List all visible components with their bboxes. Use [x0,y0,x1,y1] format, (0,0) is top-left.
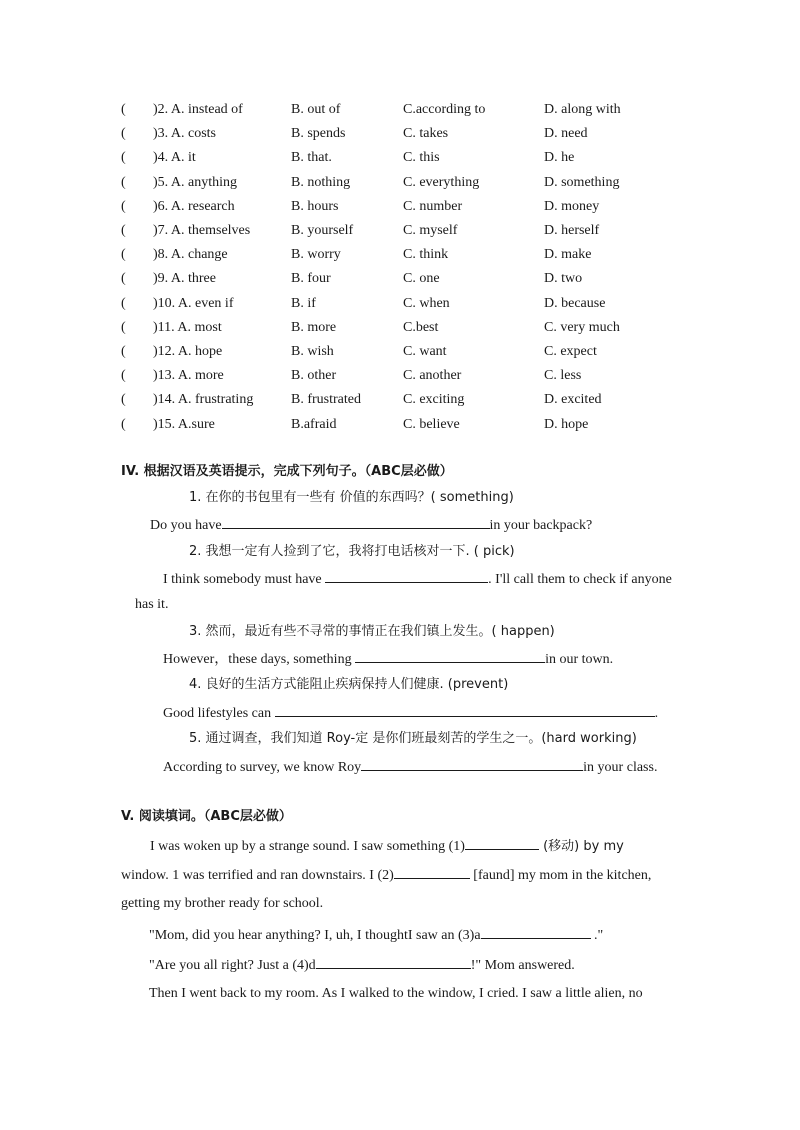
option-a: )7. A. themselves [153,223,251,238]
answer-blank-5[interactable] [361,756,583,771]
s4-sentence-3: However，these days, something in our town. [163,648,613,670]
option-d: D. hope [544,417,589,432]
question-row [0,100,800,120]
answer-paren[interactable]: ( [121,126,126,141]
answer-paren[interactable]: ( [121,247,126,262]
s4-prompt-5: 5. 通过调查，我们知道 Roy-定 是你们班最刻苦的学生之一。(hard working) [189,731,637,746]
answer-blank-2[interactable] [325,568,488,583]
answer-blank-1[interactable] [222,514,490,529]
option-b: B. out of [291,102,341,117]
option-c: C. takes [403,126,449,141]
word-blank-1[interactable] [465,835,539,850]
answer-paren[interactable]: ( [121,102,126,117]
option-c: C. one [403,271,440,286]
s4-sentence-5: According to survey, we know Roy in your class. [163,756,657,778]
option-c: C. think [403,247,449,262]
word-blank-3[interactable] [481,924,591,939]
option-a: )14. A. frustrating [153,392,254,407]
option-b: B. that. [291,150,332,165]
option-a: )2. A. instead of [153,102,243,117]
option-b: B. if [291,296,316,311]
question-row [0,390,800,410]
question-row [0,148,800,168]
question-row [0,197,800,217]
s5-paragraph-3: "Are you all right? Just a (4)d !" Mom answered. [149,954,575,976]
option-a: )13. A. more [153,368,224,383]
answer-paren[interactable]: ( [121,344,126,359]
s5-paragraph-1-line-1: I was woken up by a strange sound. I saw something (1) (移动) by my [150,835,624,857]
option-d: D. something [544,175,620,190]
question-row [0,221,800,241]
option-c: C. myself [403,223,458,238]
option-a: )15. A.sure [153,417,215,432]
option-b: B. four [291,271,331,286]
answer-paren[interactable]: ( [121,320,126,335]
s4-prompt-3: 3. 然而，最近有些不寻常的事情正在我们镇上发生。( happen) [189,624,555,639]
option-a: )9. A. three [153,271,216,286]
answer-paren[interactable]: ( [121,417,126,432]
option-d: D. need [544,126,588,141]
option-d: D. excited [544,392,602,407]
option-a: )11. A. most [153,320,222,335]
option-d: C. less [544,368,582,383]
answer-paren[interactable]: ( [121,271,126,286]
option-c: C.best [403,320,439,335]
answer-paren[interactable]: ( [121,199,126,214]
option-b: B. more [291,320,337,335]
option-b: B. wish [291,344,334,359]
option-a: )5. A. anything [153,175,237,190]
word-blank-4[interactable] [316,954,471,969]
s4-sentence-2: I think somebody must have . I'll call them to check if anyone [163,568,672,590]
question-row [0,124,800,144]
answer-paren[interactable]: ( [121,296,126,311]
question-row [0,245,800,265]
s5-paragraph-1-line-3: getting my brother ready for school. [121,896,324,911]
option-c: C. everything [403,175,480,190]
option-a: )3. A. costs [153,126,216,141]
question-row [0,366,800,386]
answer-paren[interactable]: ( [121,368,126,383]
question-row [0,294,800,314]
question-row [0,318,800,338]
option-c: C. another [403,368,462,383]
option-d: D. along with [544,102,621,117]
option-d: D. money [544,199,600,214]
option-c: C. want [403,344,447,359]
option-c: C.according to [403,102,486,117]
option-b: B. nothing [291,175,351,190]
option-d: D. herself [544,223,600,238]
option-c: C. exciting [403,392,465,407]
option-b: B. yourself [291,223,354,238]
option-b: B. spends [291,126,346,141]
answer-paren[interactable]: ( [121,223,126,238]
option-a: )12. A. hope [153,344,223,359]
s4-sentence-1: Do you have in your backpack? [150,514,592,536]
option-d: D. because [544,296,606,311]
section-v-heading: V. 阅读填词。（ABC层必做） [121,809,292,824]
answer-blank-4[interactable] [275,702,655,717]
option-c: C. this [403,150,440,165]
answer-blank-3[interactable] [355,648,545,663]
option-c: C. when [403,296,450,311]
option-d: C. expect [544,344,597,359]
s5-paragraph-2: "Mom, did you hear anything? I, uh, I thoughtI saw an (3)a ." [149,924,603,946]
option-a: )4. A. it [153,150,196,165]
word-blank-2[interactable] [394,864,470,879]
question-row [0,415,800,435]
option-a: )10. A. even if [153,296,234,311]
option-b: B. hours [291,199,339,214]
option-d: C. very much [544,320,620,335]
option-b: B.afraid [291,417,337,432]
s4-prompt-2: 2. 我想一定有人捡到了它，我将打电话核对一下. ( pick) [189,544,515,559]
option-b: B. other [291,368,337,383]
s5-paragraph-4: Then I went back to my room. As I walked to the window, I cried. I saw a little alien, no [149,986,643,1001]
option-d: D. he [544,150,575,165]
s4-sentence-4: Good lifestyles can . [163,702,658,724]
option-c: C. believe [403,417,460,432]
option-d: D. two [544,271,583,286]
question-row [0,342,800,362]
s4-sentence-2-continued: has it. [135,597,169,612]
s4-prompt-4: 4. 良好的生活方式能阻止疾病保持人们健康. (prevent) [189,677,509,692]
option-a: )6. A. research [153,199,235,214]
answer-paren[interactable]: ( [121,150,126,165]
s5-paragraph-1-line-2: window. 1 was terrified and ran downstairs. I (2) [faund] my mom in the kitchen, [121,864,651,886]
option-d: D. make [544,247,592,262]
section-iv-heading: IV. 根据汉语及英语提示，完成下列句子。（ABC层必做） [121,464,453,479]
answer-paren[interactable]: ( [121,175,126,190]
answer-paren[interactable]: ( [121,392,126,407]
option-b: B. frustrated [291,392,361,407]
option-b: B. worry [291,247,341,262]
option-c: C. number [403,199,463,214]
question-row [0,269,800,289]
option-a: )8. A. change [153,247,228,262]
s4-prompt-1: 1. 在你的书包里有一些有 价值的东西吗？( something) [189,490,514,505]
question-row [0,173,800,193]
